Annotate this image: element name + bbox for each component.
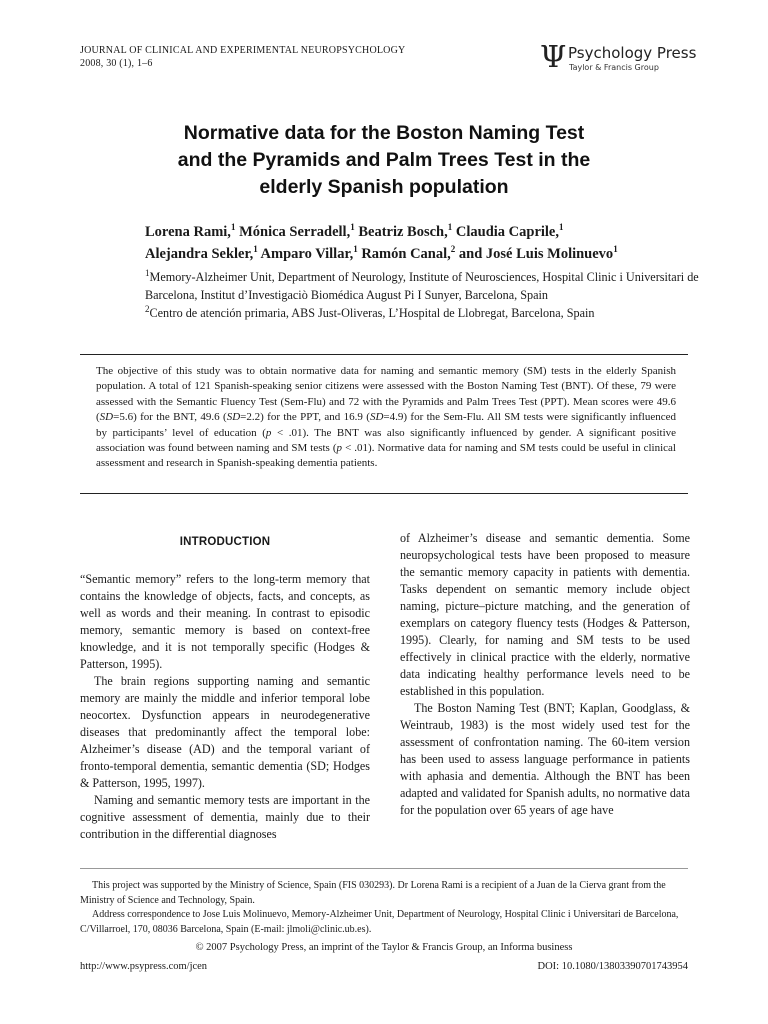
title-line-2: and the Pyramids and Palm Trees Test in the <box>177 149 591 171</box>
abstract-italic: p <box>265 426 272 439</box>
funding-note: This project was supported by the Ministry of Science, Spain (FIS 030293). Dr Lorena Rami is a recipient of a Juan de la Cierva grant from the Ministry of Science and Technology, Spain. <box>80 880 666 906</box>
abstract-text: The objective of this study was to obtain normative data for naming and semantic memory (SM) tests in the elderly Spanish population. A total of 121 Spanish-speaking senior citizens were assessed with the Boston Naming Test (BNT). Of these, 79 were assessed with the Semantic Fluency Test (Sem-Flu) and 72 with the Pyramids and Palm Trees Test (PPT). Mean scores were 49.6 ( <box>96 365 676 424</box>
title-line-1: Normative data for the Boston Naming Test <box>183 122 585 144</box>
section-heading: INTRODUCTION <box>179 536 271 548</box>
journal-issue: 2008, 30 (1), 1–6 <box>80 58 153 69</box>
author: Mónica Serradell, <box>235 224 351 240</box>
correspondence-note: Address correspondence to Jose Luis Molinuevo, Memory-Alzheimer Unit, Department of Neurology, Hospital Clinic i Universitari de Barcelona, C/Villarroel, 170, 08036 Barcelona, Spain (E-mail: jlmoli@clinic.ub.es). <box>80 909 679 935</box>
paragraph: of Alzheimer’s disease and semantic dementia. Some neuropsychological tests have been proposed to measure the semantic memory capacity in patients with dementia. Tasks dependent on semantic memory include object naming, picture–picture matching, and the generation of exemplars on category fluency tests (Hodges & Patterson, 1995). Clearly, for naming and SM tests to be used effectively in clinical practice with the elderly, normative data indicating healthy performance levels need to be established in this population. <box>400 531 690 698</box>
affil-mark: 1 <box>447 222 453 233</box>
affil-mark: 1 <box>230 222 236 233</box>
affiliation-text: Memory-Alzheimer Unit, Department of Neurology, Institute of Neurosciences, Hospital Clinic i Universitari de Barcelona, Institut d’Investigaciò Biomédica August Pi I Sunyer, Barcelona, Spain <box>145 270 699 302</box>
author: Amparo Villar, <box>257 246 354 262</box>
publisher-name: Psychology Press <box>568 44 697 62</box>
affiliations <box>145 268 705 322</box>
body-column-left <box>80 530 370 843</box>
affiliation-1 <box>145 268 705 304</box>
journal-url[interactable]: http://www.psypress.com/jcen <box>80 961 208 972</box>
abstract-italic: SD <box>226 411 241 424</box>
article-title <box>100 120 668 201</box>
affil-mark: 1 <box>253 244 258 255</box>
abstract <box>96 364 676 472</box>
author-list <box>145 221 705 265</box>
abstract-top-rule <box>80 354 688 355</box>
author: Lorena Rami, <box>145 224 231 240</box>
author-line-1 <box>145 221 705 243</box>
abstract-text: =4.9) for the Sem-Flu. All SM tests were significantly influenced by participants’ level of education ( <box>96 411 676 439</box>
affil-number: 1 <box>145 267 150 278</box>
paragraph: Naming and semantic memory tests are important in the cognitive assessment of dementia, mainly due to their contribution in the differential diagnoses <box>80 793 370 841</box>
abstract-italic: SD <box>369 411 384 424</box>
body-column-right <box>400 530 690 819</box>
psi-logo-icon: Ψ <box>540 40 567 75</box>
affiliation-2 <box>145 304 705 322</box>
journal-name: JOURNAL OF CLINICAL AND EXPERIMENTAL NEUROPSYCHOLOGY <box>80 45 406 56</box>
publisher-logo <box>540 42 700 76</box>
author: Beatriz Bosch, <box>354 224 448 240</box>
abstract-italic: p <box>336 442 343 455</box>
abstract-text: =5.6) for the BNT, 49.6 ( <box>113 411 227 424</box>
affil-mark: 2 <box>450 244 456 255</box>
paragraph: The Boston Naming Test (BNT; Kaplan, Goodglass, & Weintraub, 1983) is the most widely used test for the assessment of confrontation naming. The 60-item version has been used to assess language performance in patients with aphasia and dementia. Although the BNT has been adapted and validated for Spanish adults, no normative data for the population over 65 years of age have <box>400 701 690 817</box>
author: and José Luis Molinuevo <box>455 246 614 262</box>
paragraph: The brain regions supporting naming and semantic memory are mainly the middle and inferior temporal lobe neocortex. Dysfunction appears in neurodegenerative diseases that predominantly affect the temporal lobe: Alzheimer’s disease (AD) and the temporal variant of fronto-temporal dementia, semantic dementia (SD; Hodges & Patterson, 1995, 1997). <box>80 674 370 790</box>
affil-mark: 1 <box>559 222 564 233</box>
publisher-group: Taylor & Francis Group <box>569 63 659 72</box>
abstract-italic: SD <box>99 411 114 424</box>
author-line-2 <box>145 243 705 265</box>
abstract-text: =2.2) for the PPT, and 16.9 ( <box>240 411 370 424</box>
abstract-text: < .01). Normative data for naming and SM tests could be useful in clinical assessment and research in Spanish-speaking dementia patients. <box>96 442 676 470</box>
abstract-text: < .01). The BNT was also significantly influenced by gender. A significant positive association was found between naming and SM tests ( <box>96 426 677 455</box>
affil-mark: 1 <box>350 222 355 233</box>
affil-mark: 1 <box>353 244 358 255</box>
affiliation-text: Centro de atención primaria, ABS Just-Oliveras, L’Hospital de Llobregat, Barcelona, Spain <box>149 306 595 320</box>
affil-mark: 1 <box>613 244 618 255</box>
copyright: © 2007 Psychology Press, an imprint of the Taylor & Francis Group, an Informa business <box>195 942 573 953</box>
doi: DOI: 10.1080/13803390701743954 <box>537 961 688 972</box>
paragraph: “Semantic memory” refers to the long-term memory that contains the knowledge of objects, facts, and concepts, as well as words and their meaning. In contrast to episodic memory, semantic memory is based on context-free knowledge, and it is not temporally specific (Hodges & Patterson, 1995). <box>80 572 370 671</box>
abstract-bottom-rule <box>80 493 688 494</box>
affil-number: 2 <box>145 303 150 314</box>
title-line-3: elderly Spanish population <box>259 176 509 198</box>
author: Ramón Canal, <box>357 246 451 262</box>
author: Alejandra Sekler, <box>145 246 254 262</box>
footnotes <box>80 879 694 937</box>
author: Claudia Caprile, <box>452 224 559 240</box>
footnote-rule <box>80 868 688 869</box>
journal-header <box>80 44 405 70</box>
